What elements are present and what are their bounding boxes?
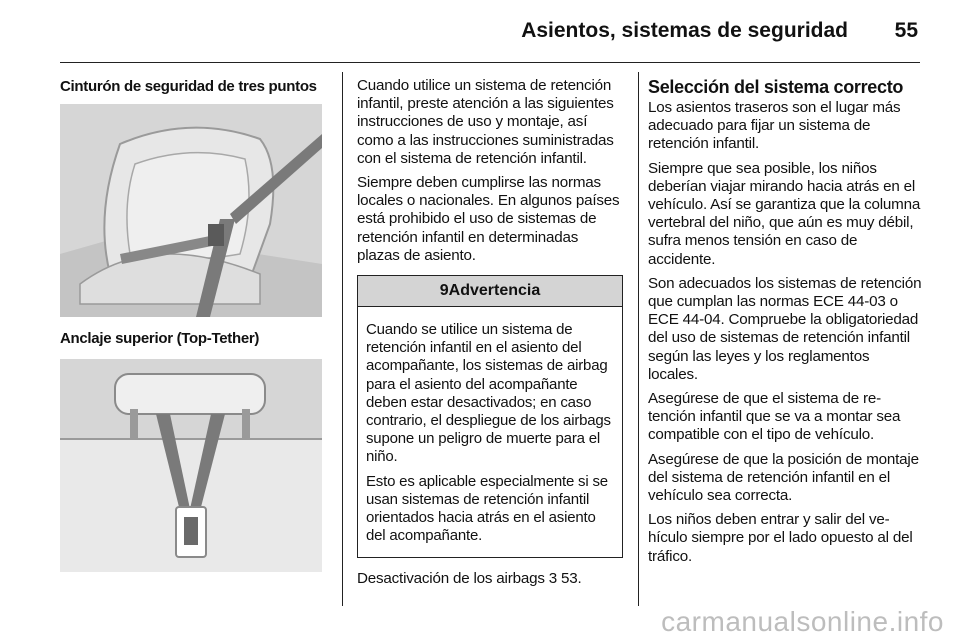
ref-text: Desactivación de los airbags	[357, 570, 545, 588]
section-heading-select-system: Selección del sistema correcto	[648, 77, 904, 97]
column-right	[648, 77, 922, 572]
header-rule	[60, 62, 920, 63]
warning-body	[358, 307, 622, 557]
top-tether-figure	[60, 359, 322, 572]
paragraph: Siempre deben cumplirse las normas locales o nacionales. En algunos países está prohibido el uso de sistemas de retención infantil en determinadas plazas de asiento.	[357, 174, 620, 264]
paragraph: Los niños deben entrar y salir del vehículo siempre por el lado opuesto al del tráfico.	[648, 511, 913, 565]
warning-paragraph: Esto es aplicable especialmente si se usan sistemas de retención infantil orientados hacia atrás en el asiento del acompañante.	[366, 472, 608, 545]
warning-header	[358, 276, 622, 307]
column-left	[60, 78, 324, 572]
section-heading-three-point-belt: Cinturón de seguridad de tres puntos	[60, 78, 317, 95]
warning-title: Advertencia	[448, 282, 541, 300]
paragraph: Cuando utilice un sistema de retención infantil, preste atención a las siguientes instrucciones de uso y montaje, así como a las instrucciones suministradas con el sistema de retención infantil.	[357, 77, 614, 167]
warning-box	[357, 275, 623, 558]
warning-paragraph: Cuando se utilice un sistema de retención infantil en el asiento del acompañante, los sistemas de airbag para el asiento del acompañante deben estar desactivados; en caso contrario, el despliegue de los airbags supone un peligro de muerte para el niño.	[366, 321, 611, 466]
header-title: Asientos, sistemas de seguridad	[521, 19, 848, 42]
paragraph: Siempre que sea posible, los niños deberían viajar mirando hacia atrás en el vehículo. Así se garantiza que la columna vertebral del niño, que aún es muy débil, sufra menos tensión en caso de accidente.	[648, 159, 921, 268]
watermark: carmanualsonline.info	[661, 606, 944, 637]
warning-icon: 9	[439, 282, 449, 300]
ref-page: 3 53.	[548, 570, 582, 588]
section-heading-top-tether: Anclaje superior (Top-Tether)	[60, 330, 260, 347]
column-divider-1	[342, 72, 343, 606]
airbag-deactivation-ref	[357, 570, 623, 588]
column-divider-2	[638, 72, 639, 606]
column-middle	[357, 77, 623, 595]
page-number: 55	[894, 19, 918, 42]
paragraph: Asegúrese de que la posición de montaje del sistema de retención infantil en el vehículo sea correcta.	[648, 450, 919, 505]
child-seat-belt-figure	[60, 104, 322, 317]
paragraph: Son adecuados los sistemas de retención que cumplan las normas ECE 44-03 o ECE 44-04. Compruebe la obligatoriedad del uso de sistemas de retención infantil según las leyes y los reglamentos locales.	[648, 274, 922, 383]
paragraph: Asegúrese de que el sistema de retención infantil que se va a montar sea compatible con el tipo de vehículo.	[648, 390, 901, 444]
paragraph: Los asientos traseros son el lugar más adecuado para fijar un sistema de retención infantil.	[648, 99, 901, 153]
